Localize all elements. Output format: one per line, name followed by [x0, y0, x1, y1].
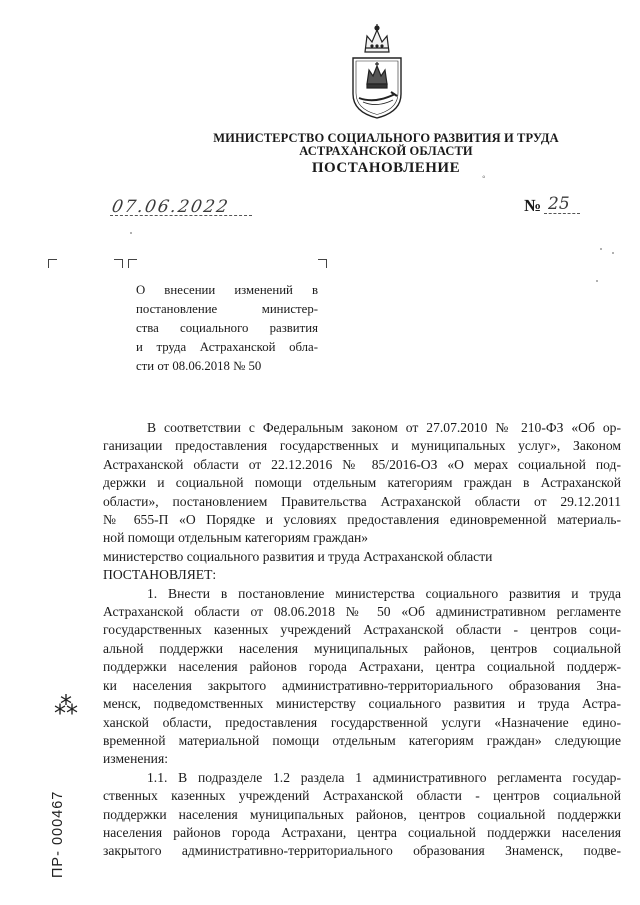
body-line: государственных казенных учреждений Астраханской области - центров соци-	[103, 622, 621, 638]
body-line: ханской области, предоставления государственной услуги «Назначение едино-	[103, 714, 621, 730]
body-line: ной помощи отдельным категориям граждан»	[103, 530, 369, 546]
body-line: Астраханской области от 08.06.2018 № 50 «Об административном регламенте	[103, 604, 621, 620]
subject-line: О внесении изменений в	[136, 283, 318, 297]
subject-line: и труда Астраханской обла-	[136, 340, 318, 354]
document-number: 25	[548, 194, 570, 214]
body-line: ПОСТАНОВЛЯЕТ:	[103, 567, 217, 583]
document-type: ПОСТАНОВЛЕНИЕ	[311, 160, 461, 176]
body-line: области», постановлением Правительства Астраханской области от 29.12.2011	[103, 493, 621, 509]
body-line: № 655-П «О Порядке и условиях предоставления единовременной материаль-	[103, 512, 621, 528]
subject-line: ства социального развития	[136, 321, 318, 335]
coat-of-arms-icon	[345, 22, 409, 120]
body-line: менск, подведомственных министерству социального развития и труда Астра-	[103, 696, 621, 712]
ministry-line-2: АСТРАХАНСКОЙ ОБЛАСТИ	[299, 144, 473, 158]
body-line: временной материальной помощи отдельным категориям граждан» следующие	[103, 732, 621, 748]
bracket-corner-right	[318, 259, 327, 268]
body-line: закрытого административно-территориального образования Знаменск, подве-	[103, 843, 621, 859]
body-line: поддержки населения муниципальных районов, центров социальной поддержки	[103, 806, 621, 822]
body-line: 1. Внести в постановление министерства социального развития и труда	[147, 585, 621, 601]
body-line: ганизации предоставления государственных и муниципальных услуг», Законом	[103, 438, 621, 454]
scan-speck	[612, 252, 614, 254]
document-subject	[136, 281, 318, 376]
registration-code: ПР- 000467	[50, 790, 66, 878]
body-line: населения районов города Астрахани, центра социальной поддержки населения	[103, 824, 621, 840]
body-line: 1.1. В подразделе 1.2 раздела 1 административного регламента государ-	[147, 769, 621, 785]
body-line: ственных казенных учреждений Астраханской области - центров социальной	[103, 788, 621, 804]
number-underline	[544, 213, 580, 214]
scan-speck	[130, 232, 132, 234]
bracket-corner-left	[48, 259, 57, 268]
document-date: 07.06.2022	[110, 197, 232, 217]
body-line: Астраханской области от 22.12.2016 № 85/2016-ОЗ «О мерах социальной под-	[103, 456, 621, 472]
ministry-line-1: МИНИСТЕРСТВО СОЦИАЛЬНОГО РАЗВИТИЯ И ТРУДА	[213, 131, 559, 145]
document-body	[103, 419, 621, 861]
body-line: держки и социальной помощи отдельным категориям граждан в Астраханской	[103, 475, 621, 491]
subject-line: постановление министер-	[136, 302, 318, 316]
bracket-corner-left	[128, 259, 137, 268]
body-line: изменения:	[103, 751, 168, 767]
bracket-corner-right	[114, 259, 123, 268]
scan-speck	[600, 248, 602, 250]
number-label: №	[524, 196, 542, 215]
scan-speck	[596, 280, 598, 282]
date-underline	[110, 215, 252, 216]
asterism-mark: ⁂	[54, 692, 78, 720]
body-line: министерство социального развития и труда Астраханской области	[103, 548, 493, 564]
scan-dot: ◦	[482, 172, 486, 183]
subject-line: сти от 08.06.2018 № 50	[136, 359, 262, 373]
body-line: альной поддержки населения муниципальных районов, центров социальной	[103, 640, 621, 656]
body-line: поддержки населения районов города Астрахани, центра социальной поддерж-	[103, 659, 621, 675]
body-line: В соответствии с Федеральным законом от 27.07.2010 № 210-ФЗ «Об ор-	[147, 420, 621, 435]
ministry-name	[160, 132, 612, 158]
body-line: ки населения закрытого административно-территориального образования Зна-	[103, 677, 621, 693]
